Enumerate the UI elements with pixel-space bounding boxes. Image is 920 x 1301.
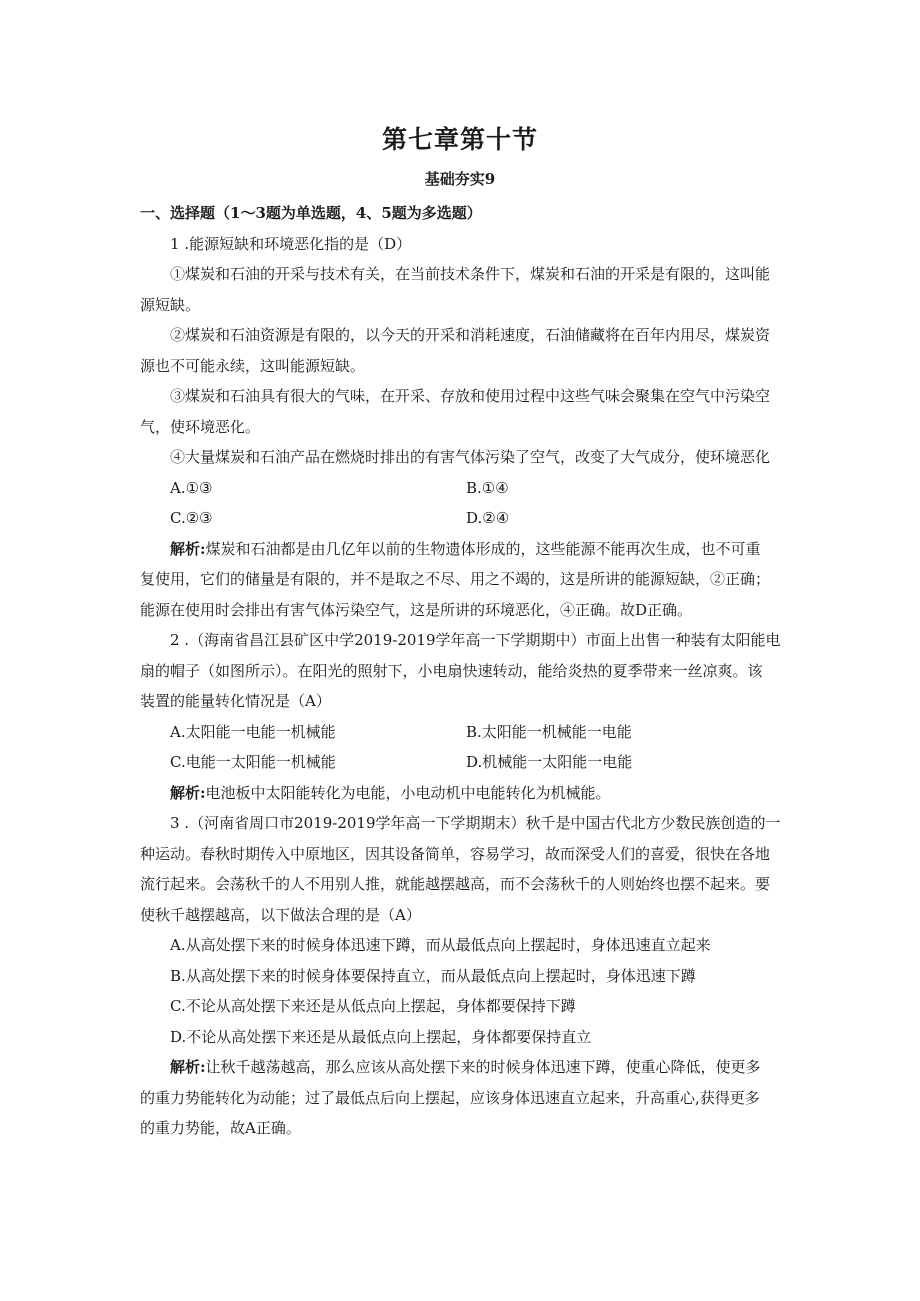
analysis-text: 电池板中太阳能转化为电能，小电动机中电能转化为机械能。 bbox=[205, 783, 611, 802]
option-b: B.从高处摆下来的时候身体要保持直立，而从最低点向上摆起时，身体迅速下蹲 bbox=[170, 966, 696, 985]
question-3 bbox=[140, 808, 788, 1144]
question-stem-cont: 流行起来。会荡秋千的人不用别人推，就能越摆越高，而不会荡秋千的人则始终也摆不起来。要 bbox=[140, 875, 771, 893]
option-b: B.①④ bbox=[466, 478, 509, 497]
analysis-cont: 的重力势能转化为动能；过了最低点后向上摆起，应该身体迅速直立起来，升高重心,获得更多 bbox=[140, 1088, 760, 1107]
statement-1-cont: 源短缺。 bbox=[140, 295, 201, 314]
analysis-label: 解析: bbox=[170, 1058, 206, 1076]
question-2 bbox=[140, 625, 788, 808]
option-c: C.不论从高处摆下来还是从低点向上摆起，身体都要保持下蹲 bbox=[170, 997, 576, 1015]
question-stem: 2 .（海南省昌江县矿区中学2019-2019学年高一下学期期中）市面上出售一种装有太阳能电 bbox=[170, 631, 781, 649]
chapter-title: 第七章第十节 bbox=[381, 125, 538, 154]
analysis-text: 煤炭和石油都是由几亿年以前的生物遗体形成的，这些能源不能再次生成，也不可重 bbox=[205, 539, 761, 558]
statement-1: ①煤炭和石油的开采与技术有关，在当前技术条件下，煤炭和石油的开采是有限的，这叫能 bbox=[170, 265, 771, 283]
statement-4: ④大量煤炭和石油产品在燃烧时排出的有害气体污染了空气，改变了大气成分，使环境恶化 bbox=[170, 448, 771, 466]
question-stem-cont: 种运动。春秋时期传入中原地区，因其设备简单，容易学习，故而深受人们的喜爱，很快在各地 bbox=[140, 844, 771, 863]
options-row bbox=[140, 747, 788, 778]
options-row bbox=[140, 717, 788, 748]
statement-2: ②煤炭和石油资源是有限的，以今天的开采和消耗速度，石油储藏将在百年内用尽，煤炭资 bbox=[170, 326, 771, 344]
options-row bbox=[140, 503, 788, 534]
question-stem: 3 .（河南省周口市2019-2019学年高一下学期期末）秋千是中国古代北方少数民族创造的一 bbox=[170, 814, 781, 832]
option-a: A.太阳能一电能一机械能 bbox=[170, 722, 336, 741]
question-stem-cont: 扇的帽子（如图所示）。在阳光的照射下，小电扇快速转动，能给炎热的夏季带来一丝凉爽。该 bbox=[140, 661, 763, 680]
option-d: D.不论从高处摆下来还是从最低点向上摆起，身体都要保持直立 bbox=[170, 1027, 592, 1046]
analysis-text: 让秋千越荡越高，那么应该从高处摆下来的时候身体迅速下蹲，使重心降低，使更多 bbox=[205, 1058, 761, 1076]
option-a: A.①③ bbox=[170, 478, 213, 497]
section-heading: 一、选择题（1～3题为单选题，4、5题为多选题） bbox=[140, 204, 482, 222]
analysis-cont: 复使用，它们的储量是有限的，并不是取之不尽、用之不竭的，这是所讲的能源短缺，②正确； bbox=[140, 570, 771, 588]
document-body bbox=[140, 198, 788, 1144]
analysis-line bbox=[140, 534, 788, 565]
statement-3: ③煤炭和石油具有很大的气味，在开采、存放和使用过程中这些气味会聚集在空气中污染空 bbox=[170, 387, 771, 405]
analysis-cont: 能源在使用时会排出有害气体污染空气，这是所讲的环境恶化，④正确。故D正确。 bbox=[140, 600, 693, 619]
section-subtitle: 基础夯实9 bbox=[424, 170, 496, 188]
analysis-label: 解析: bbox=[170, 539, 206, 558]
question-stem: 1 .能源短缺和环境恶化指的是（D） bbox=[170, 234, 412, 253]
option-d: D.②④ bbox=[466, 509, 510, 527]
analysis-cont: 的重力势能，故A正确。 bbox=[140, 1119, 301, 1137]
statement-2-cont: 源也不可能永续，这叫能源短缺。 bbox=[140, 356, 366, 375]
analysis-line bbox=[140, 778, 788, 809]
option-b: B.太阳能一机械能一电能 bbox=[466, 722, 632, 741]
option-c: C.电能一太阳能一机械能 bbox=[170, 753, 336, 771]
option-c: C.②③ bbox=[170, 509, 213, 527]
analysis-line bbox=[140, 1052, 788, 1083]
analysis-label: 解析: bbox=[170, 783, 206, 802]
option-d: D.机械能一太阳能一电能 bbox=[466, 753, 633, 771]
question-stem-cont: 装置的能量转化情况是（A） bbox=[140, 692, 331, 710]
option-a: A.从高处摆下来的时候身体迅速下蹲，而从最低点向上摆起时，身体迅速直立起来 bbox=[170, 936, 711, 954]
question-1 bbox=[140, 229, 788, 626]
options-row bbox=[140, 473, 788, 504]
question-stem-cont: 使秋千越摆越高，以下做法合理的是（A） bbox=[140, 905, 421, 924]
statement-3-cont: 气，使环境恶化。 bbox=[140, 417, 261, 436]
